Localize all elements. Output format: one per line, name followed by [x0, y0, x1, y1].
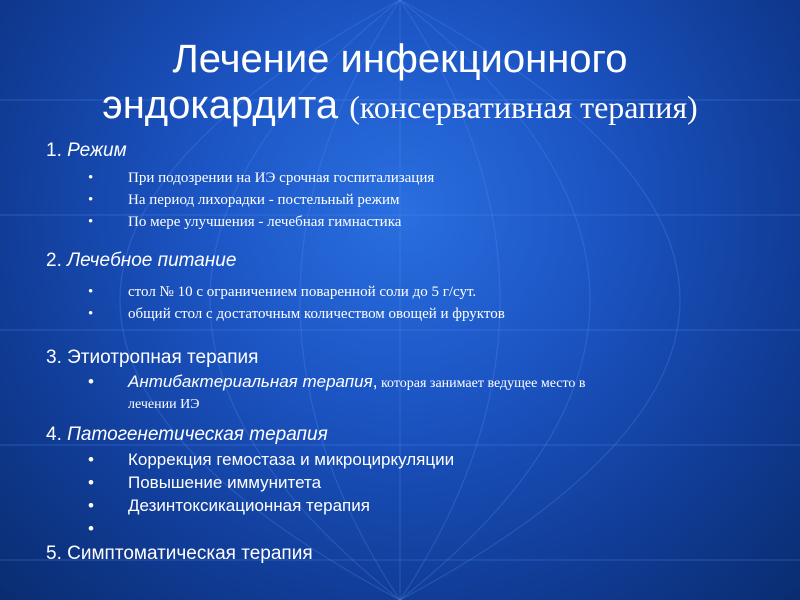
bullet-icon: •	[88, 519, 94, 538]
section-number: 4.	[46, 424, 62, 445]
title-line1: Лечение инфекционного	[172, 37, 628, 81]
section-label: Лечебное питание	[67, 250, 237, 271]
list-item	[46, 448, 766, 471]
section-heading	[46, 542, 766, 566]
list-item-text: При подозрении на ИЭ срочная госпитализация	[128, 170, 435, 186]
nutrition-list	[46, 281, 766, 325]
bullet-icon: •	[88, 170, 94, 186]
etiotropic-list	[46, 372, 766, 414]
bullet-icon: •	[88, 473, 94, 492]
list-item-text: По мере улучшения - лечебная гимнастика	[128, 214, 402, 230]
section-label: Симптоматическая терапия	[67, 543, 313, 564]
section-heading	[46, 423, 766, 447]
list-item	[46, 372, 766, 414]
list-item-detail-line2: лечении ИЭ	[128, 397, 200, 412]
section-label: Патогенетическая терапия	[67, 424, 328, 445]
list-item-text: общий стол с достаточным количеством овощей и фруктов	[128, 306, 505, 322]
section-label: Этиотропная терапия	[67, 347, 259, 368]
list-item	[46, 211, 766, 233]
bullet-icon: •	[88, 214, 94, 230]
bullet-icon: •	[88, 192, 94, 208]
section-regimen	[46, 139, 766, 233]
section-number: 1.	[46, 140, 62, 161]
section-heading	[46, 346, 766, 370]
list-item-text: Антибактериальная терапия	[128, 372, 373, 391]
list-item-comma: ,	[372, 372, 378, 391]
bullet-icon: •	[88, 284, 94, 300]
list-item	[46, 303, 766, 325]
list-item	[46, 167, 766, 189]
list-item	[46, 494, 766, 517]
section-heading	[46, 139, 766, 163]
section-label: Режим	[67, 140, 127, 161]
section-number: 2.	[46, 250, 62, 271]
bullet-icon: •	[88, 306, 94, 322]
title-line2-main: эндокардита	[102, 83, 339, 127]
bullet-icon: •	[88, 372, 94, 391]
pathogenetic-list	[46, 448, 766, 538]
list-item	[46, 281, 766, 303]
section-pathogenetic	[46, 423, 766, 538]
regimen-list	[46, 167, 766, 233]
section-number: 3.	[46, 347, 62, 368]
list-item	[46, 471, 766, 494]
list-item-detail: которая занимает ведущее место в	[377, 376, 586, 391]
section-nutrition	[46, 249, 766, 325]
list-item-text: Дезинтоксикационная терапия	[128, 496, 370, 515]
bullet-icon: •	[88, 450, 94, 469]
list-item-text: На период лихорадки - постельный режим	[128, 192, 400, 208]
list-item-text: Коррекция гемостаза и микроциркуляции	[128, 450, 455, 469]
section-heading	[46, 249, 766, 273]
title-subtitle: (консервативная терапия)	[349, 89, 698, 125]
section-etiotropic	[46, 346, 766, 414]
section-number: 5.	[46, 543, 62, 564]
list-item	[46, 189, 766, 211]
list-item-text: стол № 10 с ограничением поваренной соли до 5 г/сут.	[128, 284, 477, 300]
list-item-text: Повышение иммунитета	[128, 473, 322, 492]
bullet-icon: •	[88, 496, 94, 515]
slide-title	[0, 36, 800, 130]
section-symptomatic	[46, 542, 766, 566]
